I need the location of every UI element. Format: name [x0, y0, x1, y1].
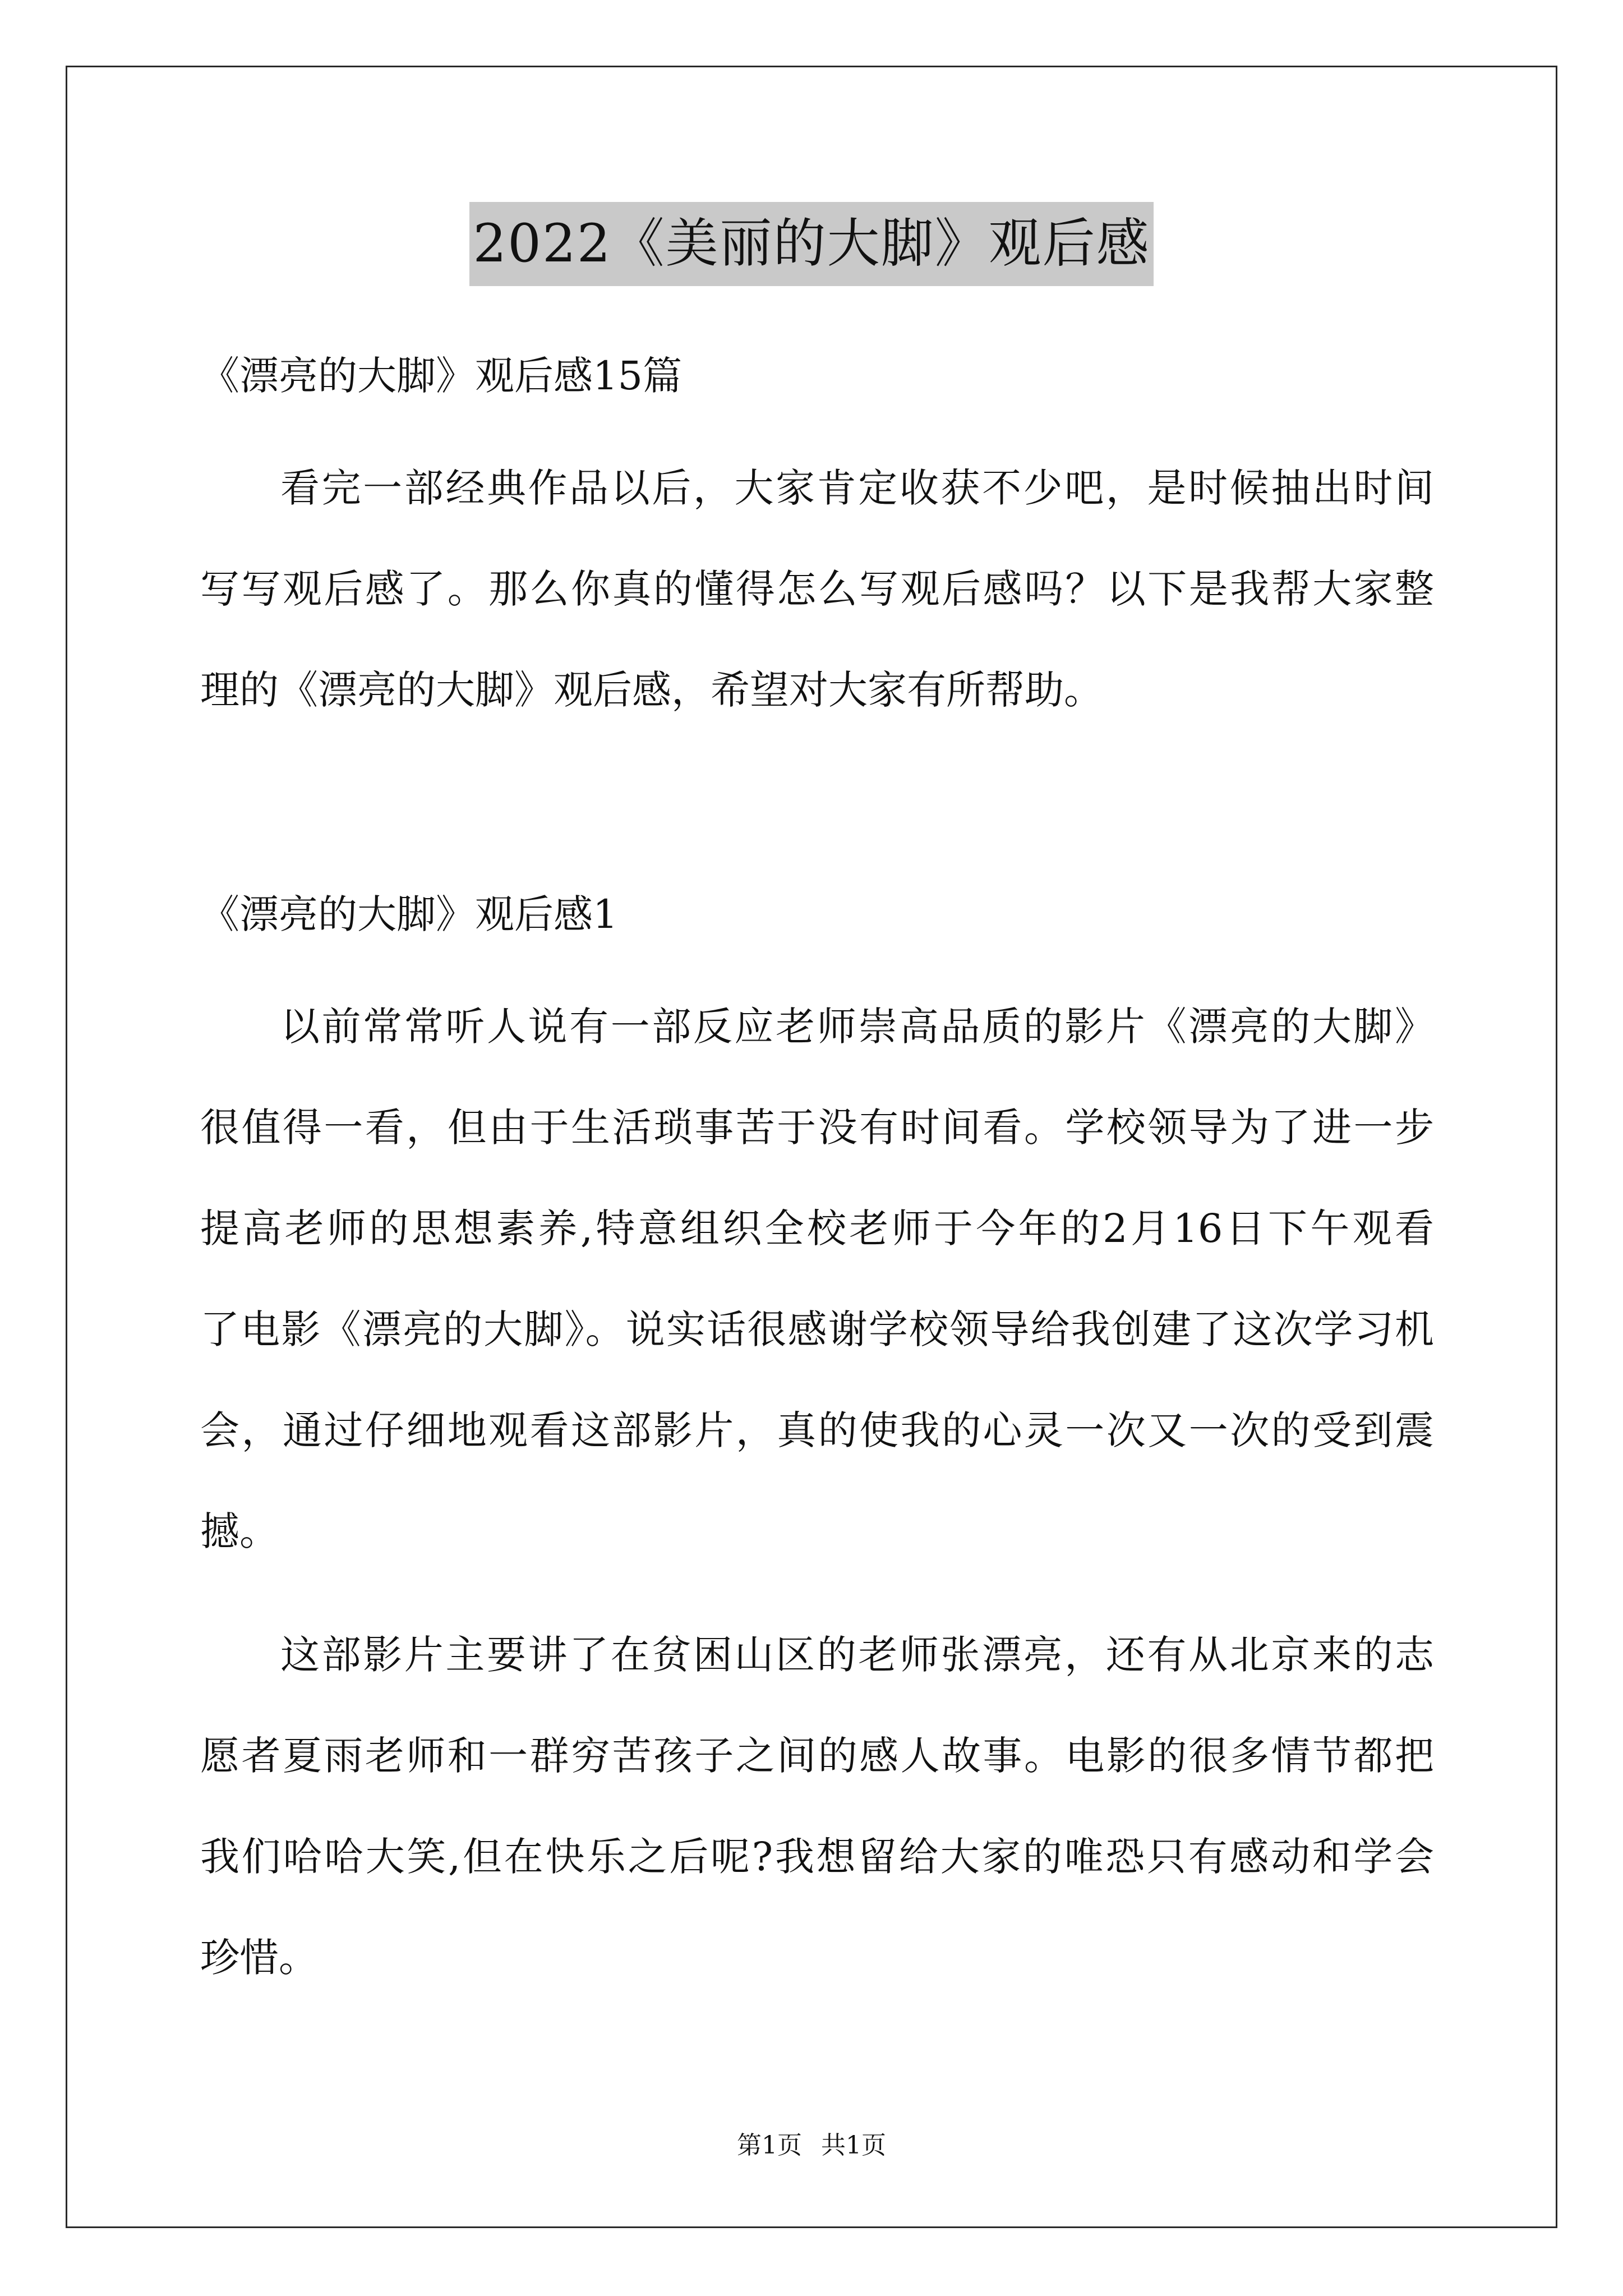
- page-number-total: 共1页: [821, 2131, 886, 2160]
- page-number-current: 第1页: [737, 2131, 802, 2160]
- paragraph-line: 这部影片主要讲了在贫困山区的老师张漂亮，还有从北京来的志: [280, 1632, 1434, 1678]
- paragraph-line: 会，通过仔细地观看这部影片，真的使我的心灵一次又一次的受到震: [200, 1407, 1434, 1453]
- paragraph-line: 愿者夏雨老师和一群穷苦孩子之间的感人故事。电影的很多情节都把: [200, 1733, 1434, 1779]
- paragraph-line: 我们哈哈大笑,但在快乐之后呢?我想留给大家的唯恐只有感动和学会: [200, 1834, 1434, 1880]
- document-title: 2022《美丽的大脚》观后感: [469, 202, 1153, 286]
- paragraph-line: 很值得一看，但由于生活琐事苦于没有时间看。学校领导为了进一步: [200, 1105, 1434, 1151]
- paragraph-line: 以前常常听人说有一部反应老师崇高品质的影片《漂亮的大脚》: [280, 1004, 1434, 1050]
- subtitle: 《漂亮的大脚》观后感15篇: [200, 353, 683, 399]
- intro-line: 理的《漂亮的大脚》观后感，希望对大家有所帮助。: [200, 667, 1103, 713]
- intro-line: 看完一部经典作品以后，大家肯定收获不少吧，是时候抽出时间: [280, 465, 1434, 511]
- page-footer: [0, 2129, 1623, 2162]
- paragraph-line: 撼。: [200, 1508, 279, 1554]
- section-heading: 《漂亮的大脚》观后感1: [200, 891, 618, 937]
- paragraph-line: 提高老师的思想素养,特意组织全校老师于今年的2月16日下午观看: [200, 1205, 1434, 1251]
- intro-line: 写写观后感了。那么你真的懂得怎么写观后感吗？以下是我帮大家整: [200, 566, 1434, 612]
- paragraph-line: 了电影《漂亮的大脚》。说实话很感谢学校领导给我创建了这次学习机: [200, 1306, 1434, 1352]
- paragraph-line: 珍惜。: [200, 1935, 318, 1981]
- title-container: [0, 202, 1623, 286]
